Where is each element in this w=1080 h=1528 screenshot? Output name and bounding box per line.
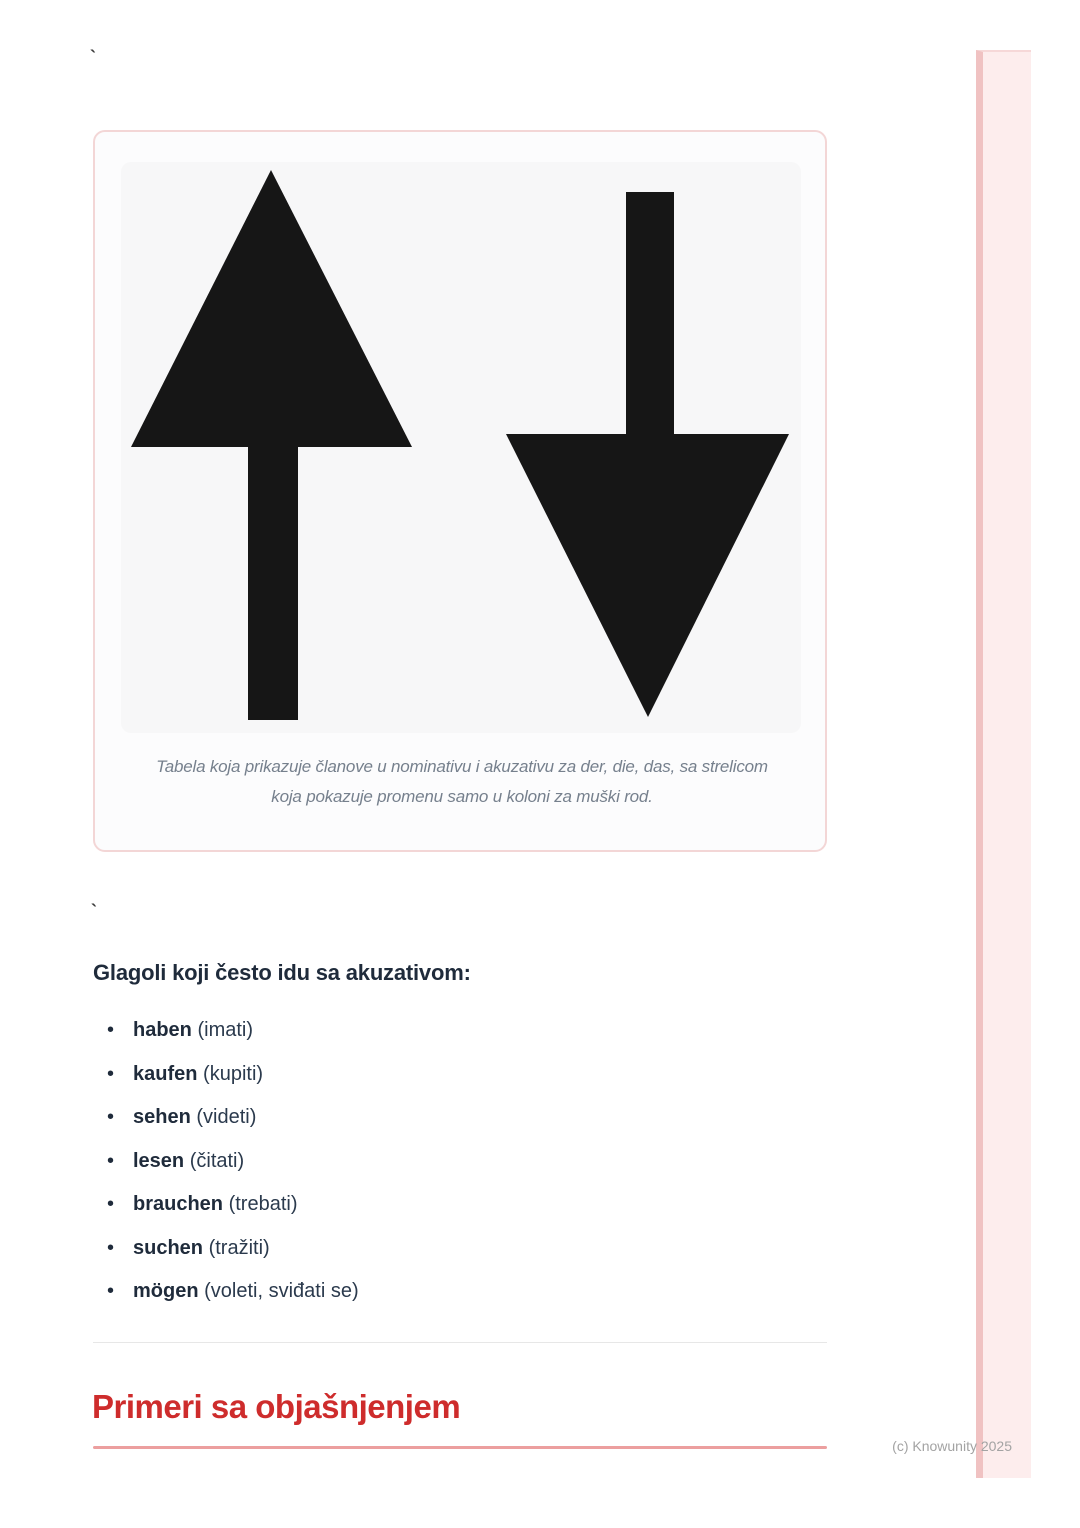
figure-caption [132,752,792,812]
verb-list-item [101,1148,359,1192]
verb-list-item [101,1061,359,1105]
verb-translation: (trebati) [228,1193,298,1215]
verb-term: mögen [133,1280,199,1302]
arrows-svg [121,162,801,733]
verb-list-item [101,1017,359,1061]
verbs-section-heading: Glagoli koji često idu sa akuzativom: [93,960,471,985]
verb-list-item [101,1235,359,1279]
verb-list-item [101,1104,359,1148]
stray-backtick-top: ` [90,47,96,67]
figure-card [93,130,827,852]
verb-term: kaufen [133,1062,198,1085]
verb-list-item [101,1191,359,1235]
verb-term: lesen [133,1149,185,1172]
verb-term: sehen [133,1106,191,1128]
examples-heading-underline [93,1446,827,1449]
section-divider [93,1342,827,1343]
down-arrow-icon [506,192,789,717]
verb-translation: (kupiti) [203,1062,264,1085]
verb-list-item [101,1278,359,1322]
verb-translation: (tražiti) [208,1236,270,1259]
verb-term: brauchen [133,1193,224,1215]
copyright-watermark: (c) Knowunity 2025 [892,1438,1012,1454]
verb-translation: (imati) [197,1019,254,1041]
arrows-illustration [121,162,801,733]
figure-caption-line-2: koja pokazuje promenu samo u koloni za muški rod. [271,787,653,806]
up-arrow-icon [131,170,412,720]
verb-translation: (videti) [196,1106,257,1128]
examples-section-heading: Primeri sa objašnjenjem [92,1388,461,1425]
verb-translation: (voleti, sviđati se) [204,1280,359,1302]
figure-caption-line-1: Tabela koja prikazuje članove u nominativu i akuzativu za der, die, das, sa strelicom [156,757,768,776]
verb-term: suchen [133,1236,204,1259]
verb-term: haben [133,1019,192,1041]
side-stripe-decoration [976,50,1031,1478]
stray-backtick-middle: ` [91,901,97,921]
verb-translation: (čitati) [189,1149,245,1172]
verbs-list [101,1017,359,1322]
